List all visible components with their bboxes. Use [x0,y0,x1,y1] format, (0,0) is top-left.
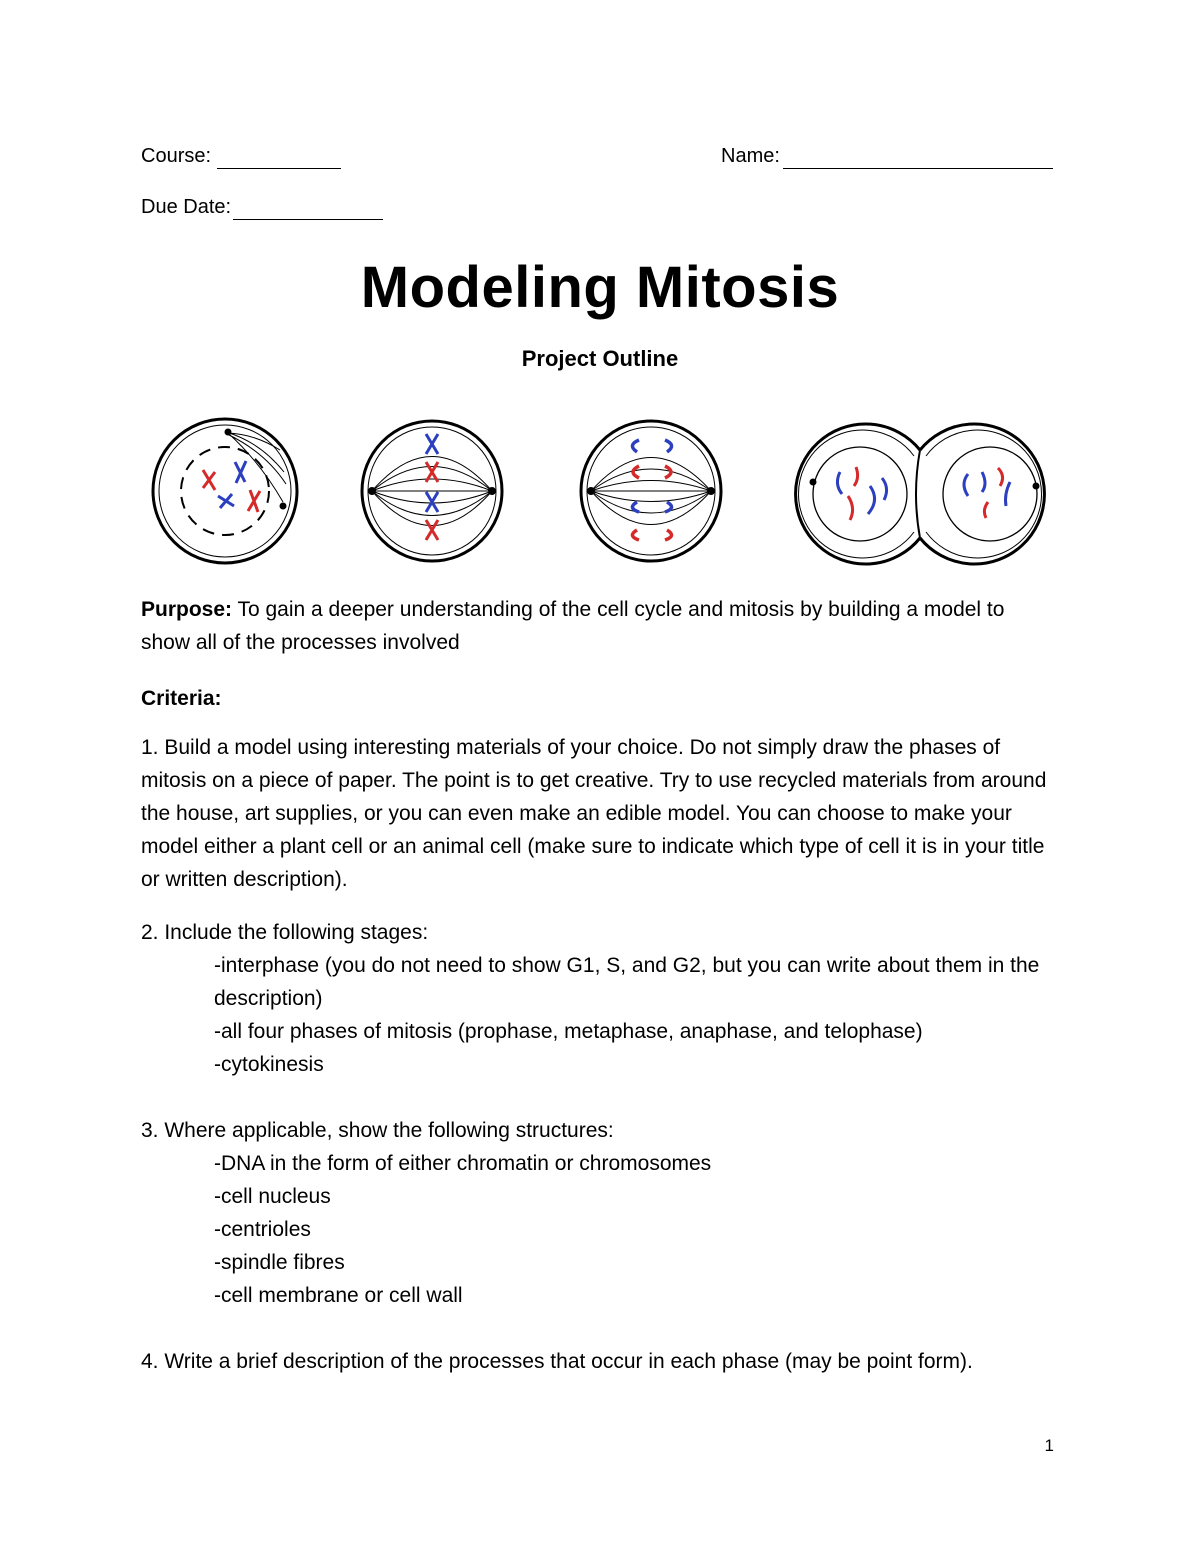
page-subtitle: Project Outline [521,346,679,371]
anaphase-cell-icon [581,421,721,561]
criterion-3-item: -cell nucleus [214,1185,331,1208]
purpose-label: Purpose: [141,598,233,621]
name-label: Name: [721,145,780,167]
due-date-field[interactable] [233,219,383,220]
criterion-3-item: -DNA in the form of either chromatin or chromosomes [214,1152,712,1175]
due-date-label: Due Date: [141,196,232,218]
criterion-2-heading: 2. Include the following stages: [141,921,429,944]
criteria-heading: Criteria: [141,687,222,710]
telophase-cell-icon [796,424,1045,564]
course-label: Course: [141,145,212,167]
page-number: 1 [1044,1436,1054,1455]
prophase-cell-icon [153,419,297,563]
criterion-4: 4. Write a brief description of the processes that occur in each phase (may be point form). [141,1350,973,1373]
criterion-2-item: -interphase (you do not need to show G1, S, and G2, but you can write about them in the description) [214,954,1040,1010]
name-field[interactable] [783,168,1053,169]
criterion-3-item: -centrioles [214,1218,311,1241]
criterion-2 [141,916,1061,1081]
mitosis-figures [140,412,1060,572]
course-field[interactable] [217,168,341,169]
criterion-2-item: -all four phases of mitosis (prophase, metaphase, anaphase, and telophase) [214,1020,923,1043]
purpose-paragraph [141,593,1051,659]
criterion-2-item: -cytokinesis [214,1053,324,1076]
criterion-3-item: -cell membrane or cell wall [214,1284,463,1307]
metaphase-cell-icon [362,421,502,561]
criterion-1: 1. Build a model using interesting materials of your choice. Do not simply draw the phases of mitosis on a piece of paper. The point is to get creative. Try to use recycled materials from around the house, art supplies, or you can even make an edible model. You can choose to make your model either a plant cell or an animal cell (make sure to indicate which type of cell it is in your title or written description). [141,736,1047,891]
criterion-3-heading: 3. Where applicable, show the following structures: [141,1119,614,1142]
criterion-3-item: -spindle fibres [214,1251,345,1274]
purpose-text: To gain a deeper understanding of the cell cycle and mitosis by building a model to show all of the processes involved [141,598,1005,654]
page-title: Modeling Mitosis [360,255,840,320]
criterion-3 [141,1114,1061,1312]
